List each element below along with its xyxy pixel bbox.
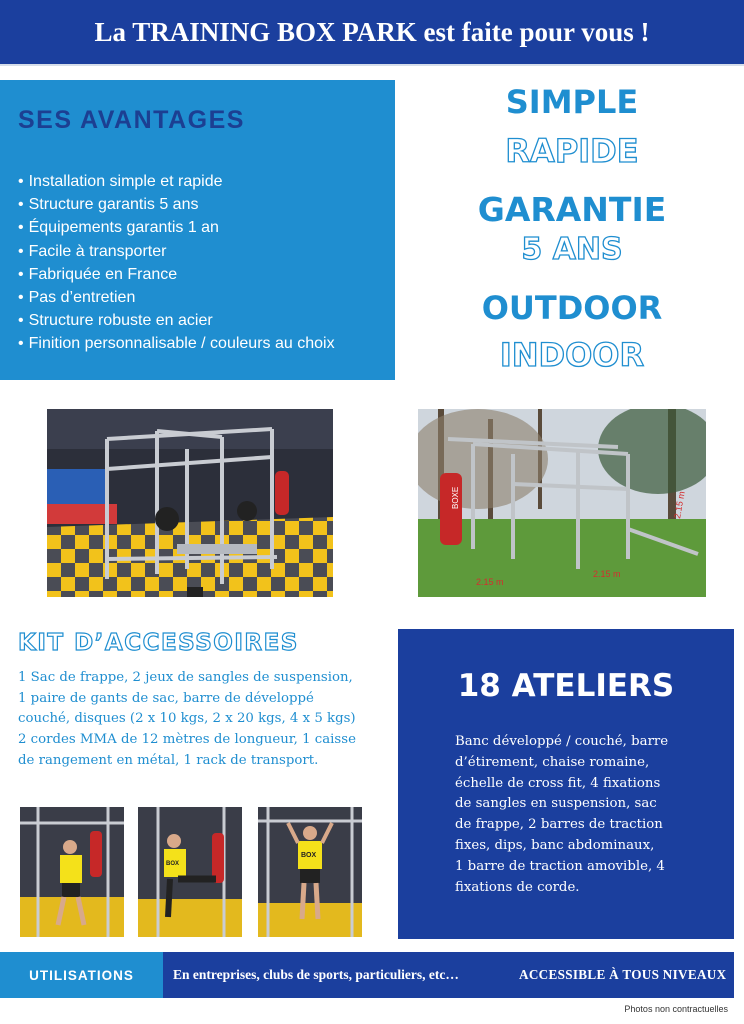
outdoor-rig-photo: [418, 409, 706, 597]
slogan-garantie: GARANTIE: [477, 190, 667, 229]
dimension-label: 2.15 m: [476, 577, 504, 587]
ateliers-title: 18 ATELIERS: [457, 668, 675, 704]
slogan-rapide: RAPIDE: [505, 132, 639, 170]
advantage-item: • Installation simple et rapide: [18, 170, 388, 193]
footer-uses: En entreprises, clubs de sports, particuliers, etc…: [173, 967, 459, 982]
exercise-photo-2: [138, 807, 242, 937]
advantage-item: • Équipements garantis 1 an: [18, 216, 388, 239]
bag-label: BOXE: [451, 486, 460, 509]
advantage-item: • Facile à transporter: [18, 240, 388, 263]
ateliers-description: [455, 732, 683, 898]
kit-title: KIT D’ACCESSOIRES: [18, 630, 299, 656]
advantage-item: • Finition personnalisable / couleurs au choix: [18, 332, 388, 355]
ateliers-line: fixes, dips, banc abdominaux,: [455, 837, 655, 853]
ateliers-line: échelle de cross fit, 4 fixations: [455, 775, 661, 791]
advantage-item: • Structure garantis 5 ans: [18, 193, 388, 216]
ateliers-line: de sangles en suspension, sac: [455, 796, 657, 812]
dimension-label: 2.15 m: [593, 569, 621, 579]
advantage-item: • Fabriquée en France: [18, 263, 388, 286]
footer-accessibility: ACCESSIBLE À TOUS NIVEAUX: [519, 967, 727, 982]
footer-label: UTILISATIONS: [29, 967, 134, 983]
advantages-title: SES AVANTAGES: [18, 106, 245, 134]
indoor-rig-photo: [47, 409, 333, 597]
slogan-indoor: INDOOR: [499, 336, 645, 374]
ateliers-line: Banc développé / couché, barre: [455, 734, 669, 749]
kit-line: 1 paire de gants de sac, barre de développé: [18, 690, 314, 706]
ateliers-line: d’étirement, chaise romaine,: [455, 754, 650, 770]
page-title: La TRAINING BOX PARK est faite pour vous !: [94, 16, 650, 47]
disclaimer-note: Photos non contractuelles: [624, 1004, 728, 1014]
slogan-simple: SIMPLE: [505, 83, 639, 121]
advantage-item: • Pas d’entretien: [18, 286, 388, 309]
slogan-outdoor: OUTDOOR: [481, 289, 663, 327]
exercise-photo-3: [258, 807, 362, 937]
kit-description: [18, 668, 363, 772]
advantage-item: • Structure robuste en acier: [18, 309, 388, 332]
ateliers-line: de frappe, 2 barres de traction: [455, 817, 663, 833]
advantages-list: [18, 170, 388, 356]
shirt-logo: BOX: [301, 852, 317, 859]
dimension-label: 2.15 m: [672, 490, 687, 520]
page-header: [0, 0, 744, 64]
ateliers-line: fixations de corde.: [455, 879, 580, 895]
kit-line: couché, disques (2 x 10 kgs, 2 x 20 kgs, 4 x 5 kgs): [18, 711, 356, 727]
exercise-photo-1: [20, 807, 124, 937]
ateliers-line: 1 barre de traction amovible, 4: [455, 858, 665, 874]
shirt-logo: BOX: [166, 861, 180, 867]
header-divider: [0, 64, 744, 66]
kit-line: 1 Sac de frappe, 2 jeux de sangles de suspension,: [18, 670, 353, 685]
kit-line: 2 cordes MMA de 12 mètres de longueur, 1 caisse: [18, 732, 356, 748]
kit-line: de rangement en métal, 1 rack de transport.: [18, 752, 319, 768]
slogan-5-ans: 5 ANS: [521, 232, 623, 267]
